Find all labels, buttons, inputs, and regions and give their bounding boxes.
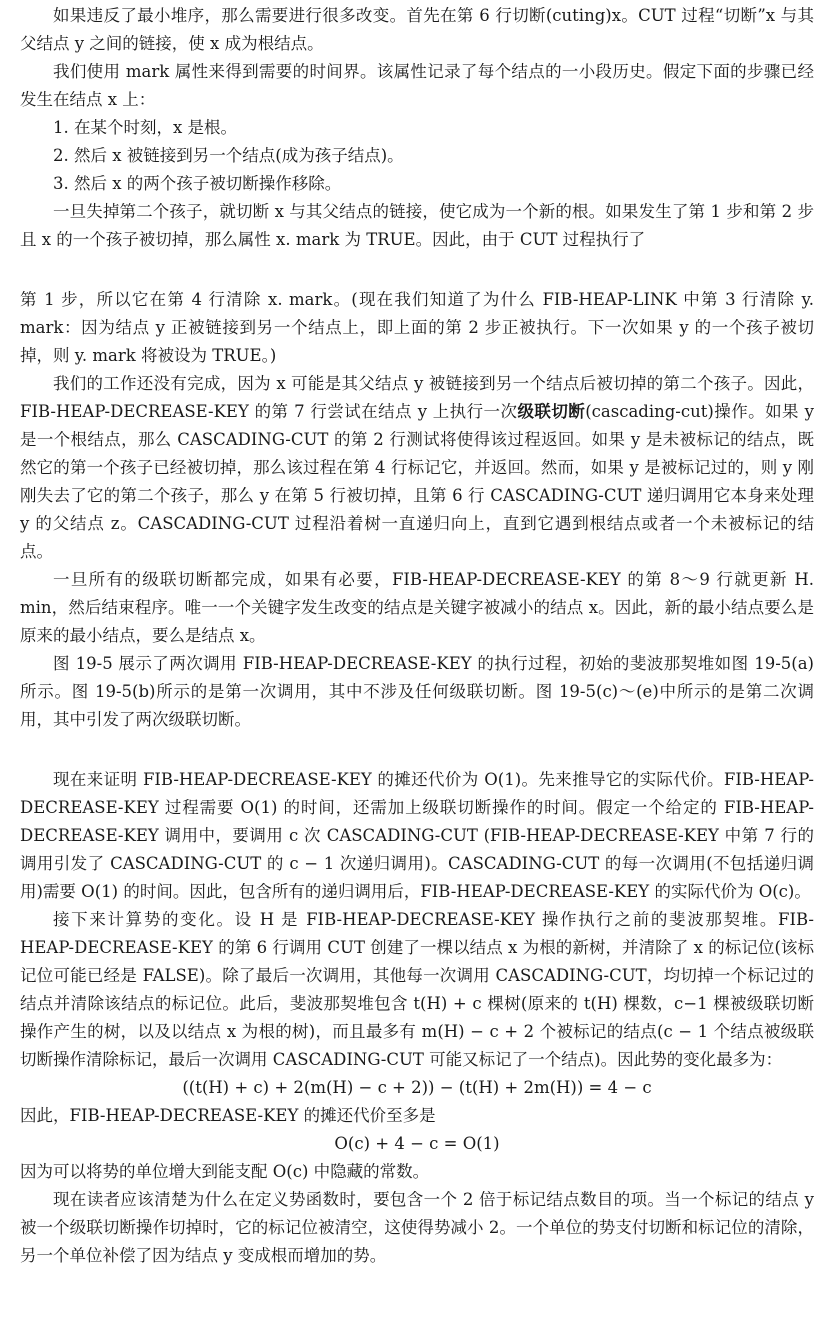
paragraph-potential-function: 现在读者应该清楚为什么在定义势函数时，要包含一个 2 倍于标记结点数目的项。当一个标记的结点 y 被一个级联切断操作切掉时，它的标记位被清空，这使得势减小 2。一个单位的势支付切断和标记位的清除，另一个单位补偿了因为结点 y 变成根而增加的势。 — [20, 1190, 814, 1265]
text-block-middle — [20, 286, 814, 734]
paragraph-cut-intro: 如果违反了最小堆序，那么需要进行很多改变。首先在第 6 行切断(cuting)x。CUT 过程“切断”x 与其父结点 y 之间的链接，使 x 成为根结点。 — [20, 6, 814, 53]
formula-amortized-bound: O(c) + 4 − c = O(1) — [334, 1134, 500, 1153]
paragraph-second-child: 一旦失掉第二个孩子，就切断 x 与其父结点的链接，使它成为一个新的根。如果发生了第 1 步和第 2 步且 x 的一个孩子被切掉，那么属性 x. mark 为 TRUE。因此，由于 CUT 过程执行了 — [20, 202, 814, 249]
paragraph-scaling-reason: 因为可以将势的单位增大到能支配 O(c) 中隐藏的常数。 — [20, 1162, 430, 1181]
text-block-top — [20, 2, 814, 254]
paragraph-amortized-cost: 现在来证明 FIB-HEAP-DECREASE-KEY 的摊还代价为 O(1)。先来推导它的实际代价。FIB-HEAP-DECREASE-KEY 过程需要 O(1) 的时间，还需加上级联切断操作的时间。假定一个给定的 FIB-HEAP-DECREASE-KEY 调用中，要调用 c 次 CASCADING-CUT (FIB-HEAP-DECREASE-KEY 中第 7 行的调用引发了 CASCADING-CUT 的 c − 1 次递归调用)。CASCADING-CUT 的每一次调用(不包括递归调用)需要 O(1) 的时间。因此，包含所有的递归调用后，FIB-HEAP-DECREASE-KEY 的实际代价为 O(c)。 — [20, 770, 814, 901]
paragraph-therefore: 因此，FIB-HEAP-DECREASE-KEY 的摊还代价至多是 — [20, 1106, 436, 1125]
cascading-cut-text-before: 我们的工作还没有完成，因为 x 可能是其父结点 y 被链接到另一个结点后被切掉的第二个孩子。因此，FIB-HEAP-DECREASE-KEY 的第 7 行尝试在结点 y 上执行一次 — [20, 374, 814, 421]
list-item-2: 2. 然后 x 被链接到另一个结点(成为孩子结点)。 — [53, 146, 404, 165]
list-item-3: 3. 然后 x 的两个孩子被切断操作移除。 — [53, 174, 342, 193]
paragraph-mark-attribute: 我们使用 mark 属性来得到需要的时间界。该属性记录了每个结点的一小段历史。假定下面的步骤已经发生在结点 x 上： — [20, 62, 814, 109]
paragraph-cascading-cut — [20, 370, 814, 566]
formula-potential-change: ((t(H) + c) + 2(m(H) − c + 2)) − (t(H) + 2m(H)) = 4 − c — [182, 1078, 652, 1097]
paragraph-update-min: 一旦所有的级联切断都完成，如果有必要，FIB-HEAP-DECREASE-KEY 的第 8～9 行就更新 H. min，然后结束程序。唯一一个关键字发生改变的结点是关键字被减小的结点 x。因此，新的最小结点要么是原来的最小结点，要么是结点 x。 — [20, 570, 814, 645]
cascading-cut-text-after: (cascading-cut)操作。如果 y 是一个根结点，那么 CASCADING-CUT 的第 2 行测试将使得该过程返回。如果 y 是未被标记的结点，既然它的第一个孩子已经被切掉，那么该过程在第 4 行标记它，并返回。然而，如果 y 是被标记过的，则 y 刚刚失去了它的第二个孩子，那么 y 在第 5 行被切掉，且第 6 行 CASCADING-CUT 递归调用它本身来处理 y 的父结点 z。CASCADING-CUT 过程沿着树一直递归向上，直到它遇到根结点或者一个未被标记的结点。 — [20, 402, 815, 561]
paragraph-step-one-continued: 第 1 步，所以它在第 4 行清除 x. mark。(现在我们知道了为什么 FIB-HEAP-LINK 中第 3 行清除 y. mark：因为结点 y 正被链接到另一个结点上，即上面的第 2 步正被执行。下一次如果 y 的一个孩子被切掉，则 y. mark 将被设为 TRUE。) — [20, 290, 814, 365]
cascading-cut-term: 级联切断 — [517, 402, 586, 421]
list-item-1: 1. 在某个时刻，x 是根。 — [53, 118, 238, 137]
text-block-bottom — [20, 766, 814, 1270]
paragraph-potential-change: 接下来计算势的变化。设 H 是 FIB-HEAP-DECREASE-KEY 操作执行之前的斐波那契堆。FIB-HEAP-DECREASE-KEY 的第 6 行调用 CUT 创建了一棵以结点 x 为根的新树，并清除了 x 的标记位(该标记位可能已经是 FALSE)。除了最后一次调用，其他每一次调用 CASCADING-CUT，均切掉一个标记过的结点并清除该结点的标记位。此后，斐波那契堆包含 t(H) + c 棵树(原来的 t(H) 棵数，c−1 棵被级联切断操作产生的树，以及以结点 x 为根的树)，而且最多有 m(H) − c + 2 个被标记的结点(c − 1 个结点被级联切断操作清除标记，最后一次调用 CASCADING-CUT 可能又标记了一个结点)。因此势的变化最多为： — [20, 910, 814, 1069]
paragraph-figure-reference: 图 19-5 展示了两次调用 FIB-HEAP-DECREASE-KEY 的执行过程，初始的斐波那契堆如图 19-5(a)所示。图 19-5(b)所示的是第一次调用，其中不涉及任何级联切断。图 19-5(c)～(e)中所示的是第二次调用，其中引发了两次级联切断。 — [20, 654, 814, 729]
